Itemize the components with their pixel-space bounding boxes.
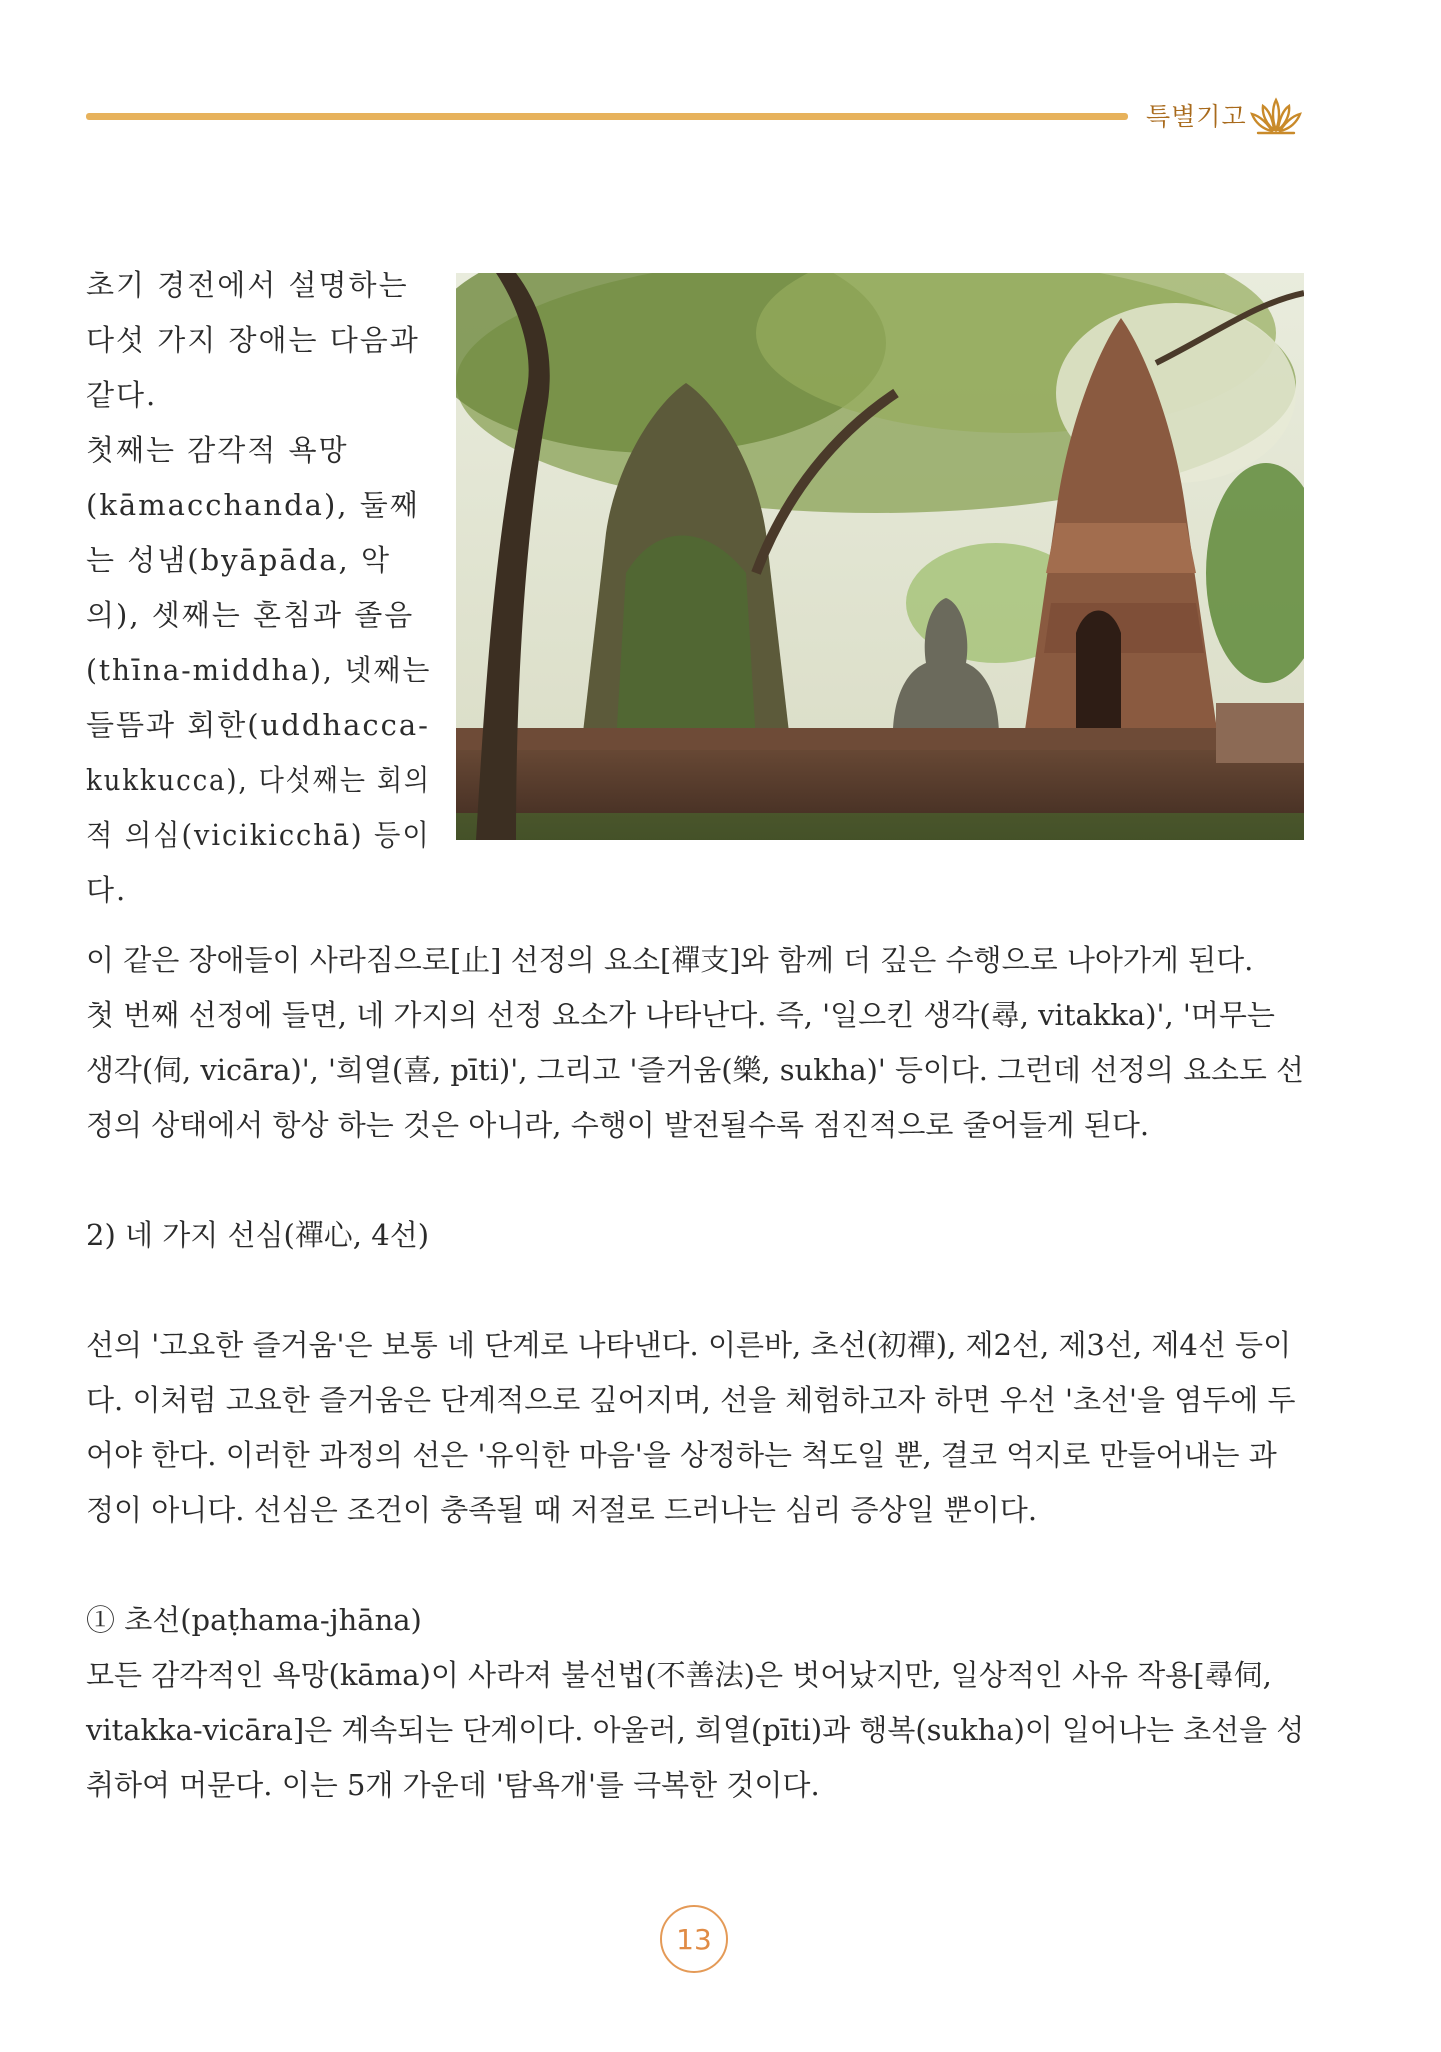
side-text-line: (thīna-middha), 넷째는 xyxy=(86,653,432,687)
page-number: 13 xyxy=(676,1922,712,1956)
body-line: 첫 번째 선정에 들면, 네 가지의 선정 요소가 나타난다. 즉, '일으킨 생각(尋, vitakka)', '머무는 xyxy=(86,998,1275,1032)
body-line: 다. 이처럼 고요한 즐거움은 단계적으로 깊어지며, 선을 체험하고자 하면 우선 '초선'을 염두에 두 xyxy=(86,1383,1296,1417)
body-line: 어야 한다. 이러한 과정의 선은 '유익한 마음'을 상정하는 척도일 뿐, 결코 억지로 만들어내는 과 xyxy=(86,1438,1277,1472)
side-text-line: 는 성냄(byāpāda, 악 xyxy=(86,543,391,577)
side-text-line: 들뜸과 회한(uddhacca- xyxy=(86,708,430,742)
item-heading: ① 초선(paṭhama-jhāna) xyxy=(86,1603,422,1637)
side-text-line: 다. xyxy=(86,873,128,907)
side-text-line: 첫째는 감각적 욕망 xyxy=(86,433,349,467)
side-text-line: 적 의심(vicikicchā) 등이 xyxy=(86,818,431,852)
side-text-line: 같다. xyxy=(86,378,158,412)
body-line: vitakka-vicāra]은 계속되는 단계이다. 아울러, 희열(pīti)과 행복(sukha)이 일어나는 초선을 성 xyxy=(86,1713,1305,1747)
body-line: 선의 '고요한 즐거움'은 보통 네 단계로 나타낸다. 이른바, 초선(初禪), 제2선, 제3선, 제4선 등이 xyxy=(86,1328,1292,1362)
body-line: 모든 감각적인 욕망(kāma)이 사라져 불선법(不善法)은 벗어났지만, 일상적인 사유 작용[尋伺, xyxy=(86,1658,1272,1692)
side-text-line: kukkucca), 다섯째는 회의 xyxy=(86,763,431,797)
side-text-line: 의), 셋째는 혼침과 졸음 xyxy=(86,598,415,632)
temple-ruins-photo xyxy=(456,273,1304,840)
body-line: 이 같은 장애들이 사라짐으로[止] 선정의 요소[禪支]와 함께 더 깊은 수행으로 나아가게 된다. xyxy=(86,943,1254,977)
section-label: 특별기고 xyxy=(1146,102,1247,131)
section-subheading: 2) 네 가지 선심(禪心, 4선) xyxy=(86,1218,430,1252)
body-line: 생각(伺, vicāra)', '희열(喜, pīti)', 그리고 '즐거움(樂, sukha)' 등이다. 그런데 선정의 요소도 선 xyxy=(86,1053,1304,1087)
lotus-ornament-icon xyxy=(1248,96,1304,136)
header-rule xyxy=(86,113,1128,120)
page-number-badge xyxy=(660,1905,728,1973)
body-line: 정이 아니다. 선심은 조건이 충족될 때 저절로 드러나는 심리 증상일 뿐이다. xyxy=(86,1493,1038,1527)
side-text-line: (kāmacchanda), 둘째 xyxy=(86,488,420,522)
side-text-line: 다섯 가지 장애는 다음과 xyxy=(86,323,420,357)
body-line: 정의 상태에서 항상 하는 것은 아니라, 수행이 발전될수록 점진적으로 줄어들게 된다. xyxy=(86,1108,1150,1142)
side-text-line: 초기 경전에서 설명하는 xyxy=(86,268,409,302)
body-line: 취하여 머문다. 이는 5개 가운데 '탐욕개'를 극복한 것이다. xyxy=(86,1768,820,1802)
